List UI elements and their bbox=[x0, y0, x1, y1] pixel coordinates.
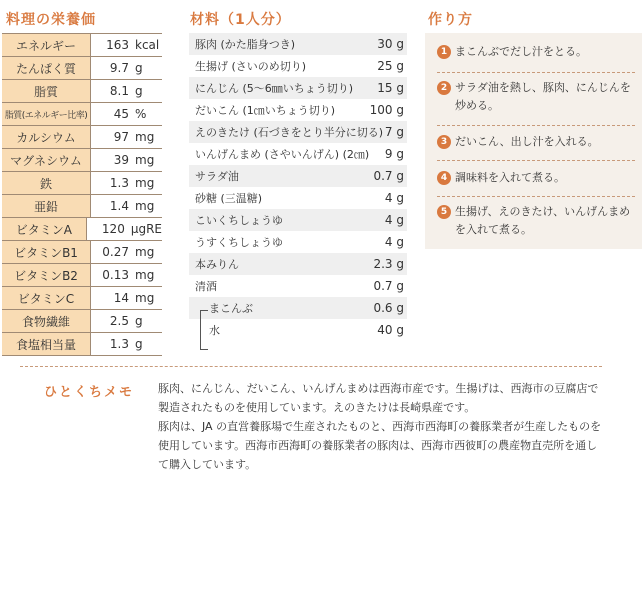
nutrient-name: マグネシウム bbox=[2, 149, 91, 171]
ingredient-name: だいこん (1㎝いちょう切り) bbox=[195, 104, 336, 117]
nutrition-row bbox=[2, 333, 162, 356]
nutrient-name: ビタミンB2 bbox=[2, 264, 91, 286]
nutrition-row bbox=[2, 57, 162, 80]
nutrition-row bbox=[2, 287, 162, 310]
ingredient-name: 砂糖 (三温糖) bbox=[195, 192, 263, 205]
ingredient-amount: 40 g bbox=[377, 323, 404, 337]
nutrition-row bbox=[2, 218, 162, 241]
nutrition-row bbox=[2, 264, 162, 287]
step-number-badge: 3 bbox=[437, 135, 451, 149]
nutrient-unit: mg bbox=[135, 268, 155, 282]
step-divider bbox=[437, 125, 635, 126]
nutrient-unit: mg bbox=[135, 176, 155, 190]
nutrition-row bbox=[2, 103, 162, 126]
nutrient-unit: g bbox=[135, 337, 143, 351]
nutrient-unit: mg bbox=[135, 291, 155, 305]
nutrient-name: 食物繊維 bbox=[2, 310, 91, 332]
ingredient-name: サラダ油 bbox=[195, 170, 239, 183]
nutrient-unit: g bbox=[135, 84, 143, 98]
nutrient-value: 0.13 bbox=[102, 268, 129, 282]
nutrition-row bbox=[2, 195, 162, 218]
memo-paragraph: 豚肉は、JA の直営養豚場で生産されたものと、西海市西海町の養豚業者が生産したものを使用しています。西海市西海町の養豚業者の豚肉は、西海市西彼町の農産物直売所を通して購入しています。 bbox=[158, 420, 602, 471]
nutrient-value: 1.3 bbox=[109, 337, 129, 351]
ingredient-row bbox=[189, 275, 407, 297]
nutrient-unit: g bbox=[135, 61, 143, 75]
ingredient-row bbox=[189, 231, 407, 253]
ingredient-amount: 9 g bbox=[384, 147, 404, 161]
ingredients-table bbox=[189, 33, 407, 341]
step-divider bbox=[437, 196, 635, 197]
steps-box bbox=[425, 33, 642, 249]
step-number-badge: 4 bbox=[437, 171, 451, 185]
ingredients-heading: 材料（1人分） bbox=[190, 12, 291, 28]
nutrient-name: たんぱく質 bbox=[2, 57, 91, 79]
nutrient-name: ビタミンA bbox=[2, 218, 87, 240]
nutrient-unit: μgRE bbox=[130, 222, 162, 236]
ingredient-name: 豚肉 (かた脂身つき) bbox=[195, 38, 296, 51]
nutrition-row bbox=[2, 80, 162, 103]
ingredient-row bbox=[189, 319, 407, 341]
ingredient-amount: 2.3 g bbox=[373, 257, 404, 271]
nutrient-name: カルシウム bbox=[2, 126, 91, 148]
ingredient-amount: 25 g bbox=[377, 59, 404, 73]
nutrient-name: 亜鉛 bbox=[2, 195, 91, 217]
nutrient-value: 1.3 bbox=[109, 176, 129, 190]
step-number-badge: 1 bbox=[437, 45, 451, 59]
step-item bbox=[437, 169, 635, 187]
ingredient-name: えのきたけ (石づきをとり半分に切る) bbox=[195, 126, 384, 139]
nutrient-value: 97 bbox=[113, 130, 129, 144]
ingredient-amount: 7 g bbox=[384, 125, 404, 139]
nutrient-value: 2.5 bbox=[109, 314, 129, 328]
step-item bbox=[437, 43, 635, 61]
ingredient-amount: 0.6 g bbox=[373, 301, 404, 315]
ingredient-amount: 15 g bbox=[377, 81, 404, 95]
ingredient-row bbox=[189, 121, 407, 143]
step-item bbox=[437, 203, 635, 239]
nutrient-value: 45 bbox=[113, 107, 129, 121]
nutrient-name: 食塩相当量 bbox=[2, 333, 91, 355]
ingredient-amount: 30 g bbox=[377, 37, 404, 51]
nutrient-name: 脂質(エネルギー比率) bbox=[2, 103, 91, 125]
memo-divider bbox=[20, 366, 602, 367]
nutrient-unit: mg bbox=[135, 199, 155, 213]
nutrient-name: ビタミンC bbox=[2, 287, 91, 309]
dashi-bracket-icon bbox=[200, 310, 208, 350]
step-divider bbox=[437, 160, 635, 161]
ingredient-name: 生揚げ (さいのめ切り) bbox=[195, 60, 307, 73]
ingredient-row bbox=[189, 297, 407, 319]
nutrient-name: 鉄 bbox=[2, 172, 91, 194]
nutrient-unit: kcal bbox=[135, 38, 160, 52]
nutrient-unit: mg bbox=[135, 245, 155, 259]
ingredient-name: 水 bbox=[209, 324, 220, 337]
step-text: だいこん、出し汁を入れる。 bbox=[455, 135, 599, 148]
ingredient-amount: 4 g bbox=[384, 235, 404, 249]
nutrition-row bbox=[2, 172, 162, 195]
ingredient-amount: 0.7 g bbox=[373, 279, 404, 293]
nutrient-value: 9.7 bbox=[109, 61, 129, 75]
nutrition-row bbox=[2, 34, 162, 57]
nutrient-value: 14 bbox=[113, 291, 129, 305]
step-item bbox=[437, 79, 635, 115]
ingredient-row bbox=[189, 187, 407, 209]
ingredient-row bbox=[189, 143, 407, 165]
ingredient-row bbox=[189, 165, 407, 187]
ingredient-row bbox=[189, 209, 407, 231]
nutrition-table bbox=[2, 33, 162, 356]
ingredient-amount: 0.7 g bbox=[373, 169, 404, 183]
nutrient-unit: % bbox=[135, 107, 147, 121]
step-number-badge: 2 bbox=[437, 81, 451, 95]
ingredient-row bbox=[189, 33, 407, 55]
ingredient-name: 清酒 bbox=[195, 280, 217, 293]
nutrition-row bbox=[2, 241, 162, 264]
step-text: 生揚げ、えのきたけ、いんげんまめを入れて煮る。 bbox=[455, 205, 631, 236]
step-text: サラダ油を熱し、豚肉、にんじんを炒める。 bbox=[455, 81, 631, 112]
steps-heading: 作り方 bbox=[428, 12, 473, 28]
nutrient-name: ビタミンB1 bbox=[2, 241, 91, 263]
ingredient-name: 本みりん bbox=[195, 258, 239, 271]
ingredient-row bbox=[189, 77, 407, 99]
nutrition-row bbox=[2, 310, 162, 333]
step-text: まこんぶでだし汁をとる。 bbox=[455, 45, 587, 58]
ingredient-amount: 100 g bbox=[369, 103, 404, 117]
nutrient-value: 1.4 bbox=[109, 199, 129, 213]
step-divider bbox=[437, 72, 635, 73]
ingredient-amount: 4 g bbox=[384, 191, 404, 205]
ingredient-amount: 4 g bbox=[384, 213, 404, 227]
nutrient-unit: g bbox=[135, 314, 143, 328]
memo-title: ひとくちメモ bbox=[44, 385, 135, 400]
ingredient-name: まこんぶ bbox=[209, 302, 253, 315]
ingredient-name: いんげんまめ (さやいんげん) (2㎝) bbox=[195, 148, 370, 161]
memo-text bbox=[158, 379, 604, 474]
ingredient-name: うすくちしょうゆ bbox=[195, 236, 283, 249]
nutrient-name: エネルギー bbox=[2, 34, 91, 56]
nutrient-value: 120 bbox=[101, 222, 125, 236]
nutrition-heading: 料理の栄養価 bbox=[6, 12, 96, 28]
nutrient-unit: mg bbox=[135, 130, 155, 144]
nutrition-row bbox=[2, 126, 162, 149]
step-number-badge: 5 bbox=[437, 205, 451, 219]
ingredient-name: にんじん (5～6㎜いちょう切り) bbox=[195, 82, 354, 95]
ingredient-row bbox=[189, 99, 407, 121]
ingredient-name: こいくちしょうゆ bbox=[195, 214, 283, 227]
nutrient-value: 8.1 bbox=[109, 84, 129, 98]
nutrient-value: 39 bbox=[113, 153, 129, 167]
nutrition-row bbox=[2, 149, 162, 172]
nutrient-unit: mg bbox=[135, 153, 155, 167]
nutrient-value: 0.27 bbox=[102, 245, 129, 259]
step-item bbox=[437, 133, 635, 151]
step-text: 調味料を入れて煮る。 bbox=[455, 171, 565, 184]
ingredient-row bbox=[189, 55, 407, 77]
memo-paragraph: 豚肉、にんじん、だいこん、いんげんまめは西海市産です。生揚げは、西海市の豆腐店で製造されたものを使用しています。えのきたけは長崎県産です。 bbox=[158, 382, 599, 414]
ingredient-row bbox=[189, 253, 407, 275]
nutrient-name: 脂質 bbox=[2, 80, 91, 102]
nutrient-value: 163 bbox=[106, 38, 129, 52]
